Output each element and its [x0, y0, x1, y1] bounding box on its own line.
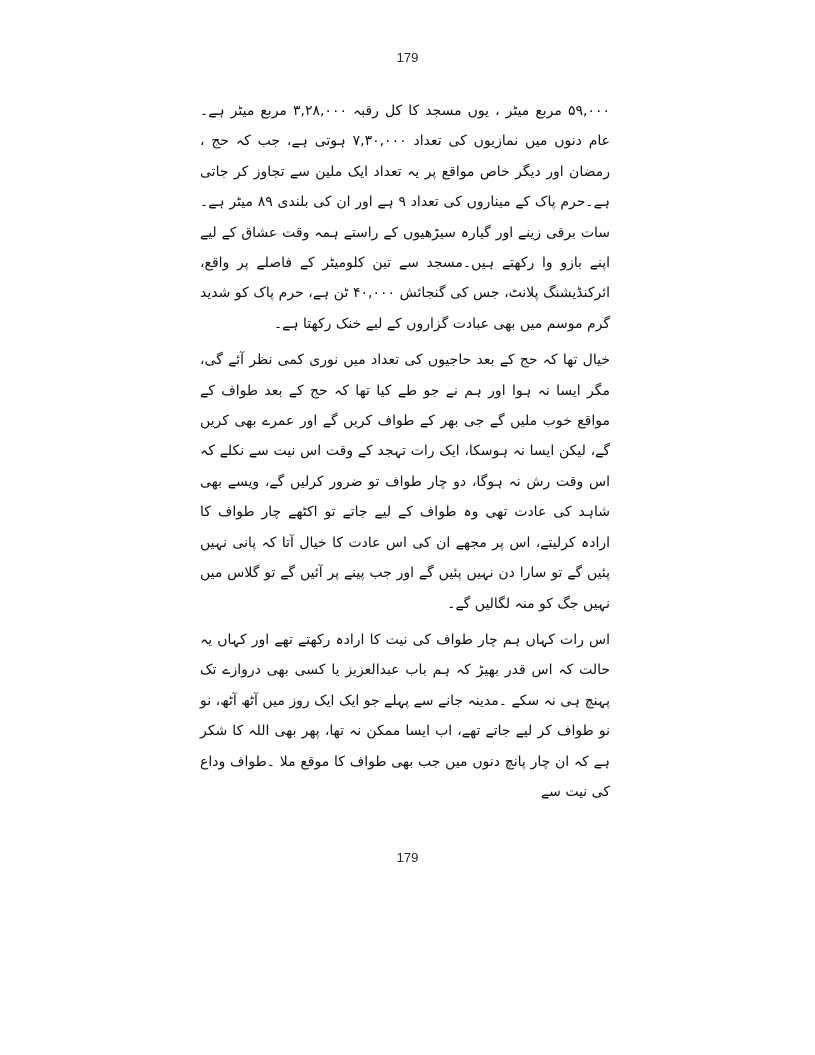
paragraph-1: ۵۹,۰۰۰ مربع میٹر ، یوں مسجد کا کل رقبہ ۳,۲۸,۰۰۰ مربع میٹر ہے۔عام دنوں میں نمازیوں کی تعداد ۷,۳۰,۰۰۰ ہوتی ہے، جب کہ حج ، رمضان اور دیگر خاص مواقع پر یہ تعداد ایک ملین سے تجاوز کر جاتی ہے۔حرم پاک کے میناروں کی تعداد ۹ ہے اور ان کی بلندی ۸۹ میٹر ہے۔سات برقی زینے اور گیارہ سیڑھیوں کے راستے ہمہ وقت عشاق کے لیے اپنے بازو وا رکھتے ہیں۔مسجد سے تین کلومیٹر کے فاصلے پر واقع، ائرکنڈیشنگ پلانٹ، جس کی گنجائش ۴۰,۰۰۰ ٹن ہے، حرم پاک کو شدید گرم موسم میں بھی عبادت گزاروں کے لیے خنک رکھتا ہے۔ [200, 103, 611, 332]
page-number-bottom: 179 [396, 850, 419, 865]
page-body [200, 96, 610, 813]
paragraph-2: خیال تھا کہ حج کے بعد حاجیوں کی تعداد میں نوری کمی نظر آئے گی، مگر ایسا نہ ہوا اور ہم نے جو طے کیا تھا کہ حج کے بعد طواف کے مواقع خوب ملیں گے جی بھر کے طواف کریں گے اور عمرے بھی کریں گے، لیکن ایسا نہ ہوسکا، ایک رات تہجد کے وقت اس نیت سے نکلے کہ اس وقت رش نہ ہوگا، دو چار طواف تو ضرور کرلیں گے، ویسے بھی شاہد کی عادت تھی وہ طواف کے لیے جاتے تو اکٹھے چار طواف کا ارادہ کرلیتے، اس پر مجھے ان کی اس عادت کا خیال آتا کہ پانی نہیں پئیں گے تو سارا دن نہیں پئیں گے اور جب پینے پر آئیں گے تو گلاس میں نہیں جگ کو منہ لگالیں گے۔ [200, 352, 611, 612]
paragraph-3: اس رات کہاں ہم چار طواف کی نیت کا ارادہ رکھتے تھے اور کہاں یہ حالت کہ اس قدر بھیڑ کہ ہم باب عبدالعزیز یا کسی بھی دروازے تک پہنچ ہی نہ سکے ۔مدینہ جانے سے پہلے جو ایک ایک روز میں آٹھ آٹھ، نو نو طواف کر لیے جاتے تھے، اب ایسا ممکن نہ تھا، پھر بھی اللہ کا شکر ہے کہ ان چار پانچ دنوں میں جب بھی طواف کا موقع ملا ۔طواف وداع کی نیت سے [200, 631, 610, 800]
page-number-top: 179 [396, 50, 419, 65]
